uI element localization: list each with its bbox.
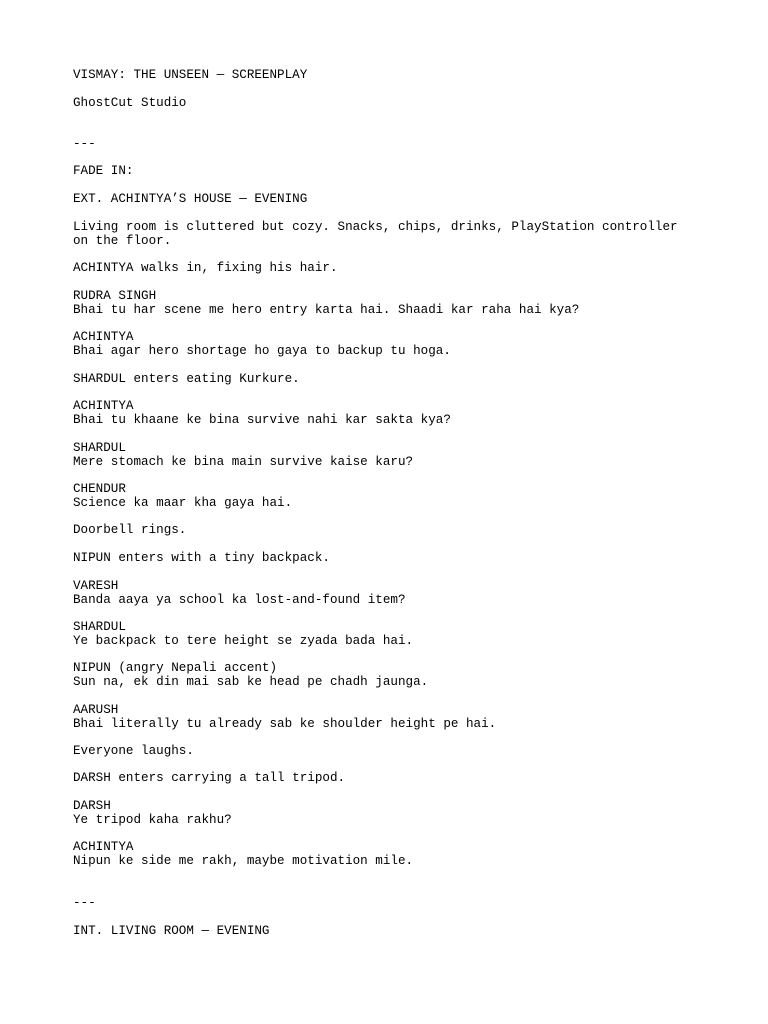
scene-heading: INT. LIVING ROOM — EVENING (73, 924, 270, 938)
action-line: DARSH enters carrying a tall tripod. (73, 771, 346, 785)
dialogue-block: ACHINTYA Bhai tu khaane ke bina survive nahi kar sakta kya? (73, 399, 451, 427)
dialogue-block: SHARDUL Mere stomach ke bina main survive kaise karu? (73, 441, 414, 469)
studio-name: GhostCut Studio (73, 96, 187, 110)
dialogue-block: ACHINTYA Nipun ke side me rakh, maybe motivation mile. (73, 840, 414, 868)
dialogue-block: VARESH Banda aaya ya school ka lost-and-found item? (73, 579, 406, 607)
dialogue-block: AARUSH Bhai literally tu already sab ke shoulder height pe hai. (73, 703, 497, 731)
action-line: Everyone laughs. (73, 744, 194, 758)
action-line: ACHINTYA walks in, fixing his hair. (73, 261, 338, 275)
dialogue-block: SHARDUL Ye backpack to tere height se zyada bada hai. (73, 620, 414, 648)
document-title: VISMAY: THE UNSEEN — SCREENPLAY (73, 68, 308, 82)
action-line: NIPUN enters with a tiny backpack. (73, 551, 330, 565)
scene-heading: EXT. ACHINTYA’S HOUSE — EVENING (73, 192, 308, 206)
dialogue-block: CHENDUR Science ka maar kha gaya hai. (73, 482, 293, 510)
action-line: Doorbell rings. (73, 523, 187, 537)
dialogue-block: NIPUN (angry Nepali accent) Sun na, ek din mai sab ke head pe chadh jaunga. (73, 661, 429, 689)
action-line: Living room is cluttered but cozy. Snacks, chips, drinks, PlayStation controller on the floor. (73, 220, 678, 248)
dialogue-block: ACHINTYA Bhai agar hero shortage ho gaya to backup tu hoga. (73, 330, 451, 358)
dialogue-block: DARSH Ye tripod kaha rakhu? (73, 799, 232, 827)
action-line: SHARDUL enters eating Kurkure. (73, 372, 300, 386)
transition-fade-in: FADE IN: (73, 164, 134, 178)
section-separator: --- (73, 137, 96, 151)
section-separator: --- (73, 896, 96, 910)
dialogue-block: RUDRA SINGH Bhai tu har scene me hero entry karta hai. Shaadi kar raha hai kya? (73, 289, 580, 317)
